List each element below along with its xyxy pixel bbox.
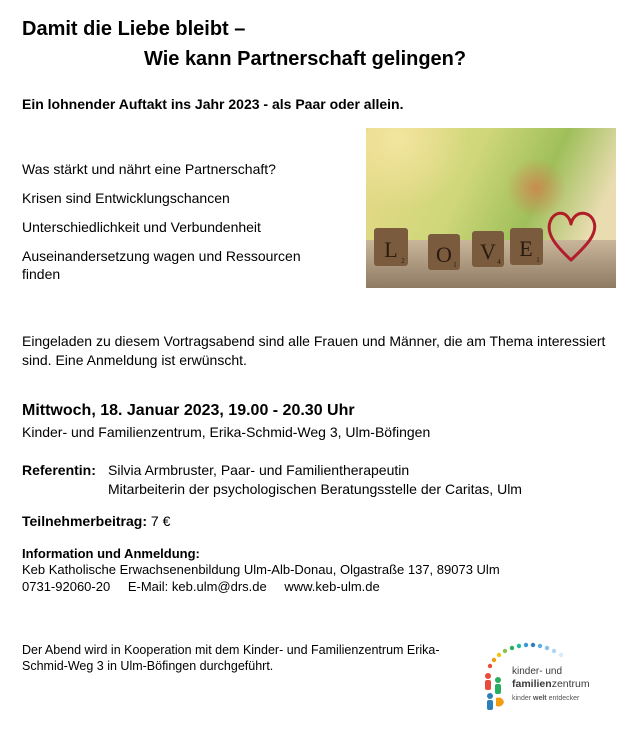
speaker-label: Referentin: bbox=[22, 462, 96, 478]
logo-tagline-post: entdecker bbox=[546, 695, 580, 702]
title-line-1: Damit die Liebe bleibt – bbox=[22, 18, 246, 40]
topic-item: Was stärkt und nährt eine Partnerschaft? bbox=[22, 161, 276, 177]
event-date: Mittwoch, 18. Januar 2023, 19.00 - 20.30 Uhr bbox=[22, 402, 355, 419]
tile-score: 4 bbox=[497, 258, 501, 266]
logo-text-line2 bbox=[512, 678, 590, 690]
fee-value: 7 € bbox=[150, 513, 171, 529]
fee-line bbox=[22, 513, 170, 529]
tile-letter: O bbox=[436, 242, 452, 267]
logo-text-bold: familien bbox=[512, 678, 552, 690]
tile-score: 2 bbox=[401, 257, 405, 265]
logo-tagline bbox=[512, 695, 579, 702]
topic-list bbox=[22, 160, 342, 294]
subtitle: Ein lohnender Auftakt ins Jahr 2023 - als Paar oder allein. bbox=[22, 96, 404, 112]
tile-score: 1 bbox=[536, 256, 540, 264]
info-address: Keb Katholische Erwachsenenbildung Ulm-Alb-Donau, Olgastraße 137, 89073 Ulm bbox=[22, 562, 500, 577]
cooperation-note: Der Abend wird in Kooperation mit dem Kinder- und Familienzentrum Erika-Schmid-Weg 3 in Ulm-Böfingen durchgeführt. bbox=[22, 643, 440, 673]
title-line-2: Wie kann Partnerschaft gelingen? bbox=[144, 48, 467, 70]
info-contact bbox=[22, 579, 394, 594]
logo-tagline-pre: kinder bbox=[512, 695, 534, 702]
info-email[interactable]: E-Mail: keb.ulm@drs.de bbox=[127, 579, 267, 594]
tile-letter: V bbox=[480, 239, 496, 264]
logo-text-line1: kinder- und bbox=[512, 666, 563, 677]
topic-item: Unterschiedlichkeit und Verbundenheit bbox=[22, 219, 261, 235]
info-web[interactable]: www.keb-ulm.de bbox=[284, 579, 380, 594]
speaker-affiliation: Mitarbeiterin der psychologischen Beratungsstelle der Caritas, Ulm bbox=[108, 481, 522, 497]
tile-letter: E bbox=[519, 236, 533, 261]
topic-item: Krisen sind Entwicklungschancen bbox=[22, 190, 230, 206]
logo-figures bbox=[485, 673, 504, 710]
speaker-name: Silvia Armbruster, Paar- und Familientherapeutin bbox=[108, 462, 410, 478]
tile-letter: L bbox=[384, 237, 398, 262]
info-phone: 0731-92060-20 bbox=[22, 579, 111, 594]
topic-item: Auseinandersetzung wagen und Ressourcen finden bbox=[22, 248, 301, 282]
logo-arc-dots bbox=[488, 643, 563, 668]
fee-label: Teilnehmerbeitrag: bbox=[22, 513, 147, 529]
event-location: Kinder- und Familienzentrum, Erika-Schmid-Weg 3, Ulm-Böfingen bbox=[22, 424, 431, 440]
info-heading: Information und Anmeldung: bbox=[22, 546, 200, 561]
logo-text-rest: zentrum bbox=[551, 678, 590, 690]
love-photo bbox=[366, 128, 616, 288]
invitation-text: Eingeladen zu diesem Vortragsabend sind alle Frauen und Männer, die am Thema interessiert sind. Eine Anmeldung ist erwünscht. bbox=[22, 333, 606, 368]
logo-tagline-bold: welt bbox=[533, 695, 547, 702]
tile-score: 1 bbox=[453, 261, 457, 269]
